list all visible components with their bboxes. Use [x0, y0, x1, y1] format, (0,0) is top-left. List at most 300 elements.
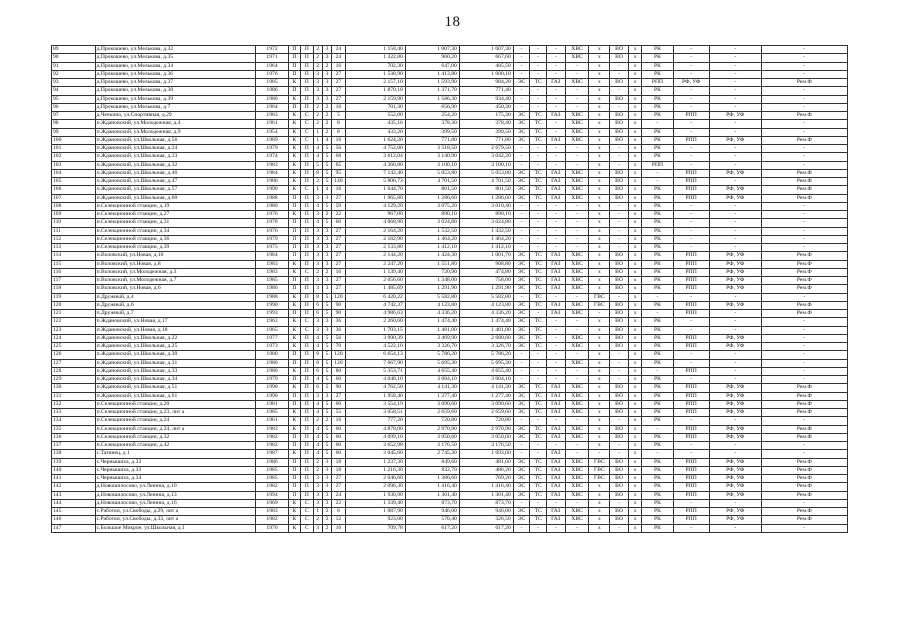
table-cell: - [546, 293, 565, 301]
table-cell: ЭС [513, 112, 530, 120]
table-cell: ЭС [513, 178, 530, 186]
address-cell: п.Селекционной станции, д.31 [95, 219, 256, 227]
table-cell: 2 247,20 [345, 260, 405, 268]
address-cell: д.Прокошево, ул.Мелькова, д.39 [95, 95, 256, 103]
table-cell: 1 538,90 [345, 70, 405, 78]
table-row [52, 252, 848, 260]
table-cell: ХВС [565, 400, 589, 408]
address-cell: п.Воловский, ул.Молодежная, д.7 [95, 277, 256, 285]
table-cell: - [530, 417, 547, 425]
address-cell: п.Селекционной станции, д.19 [95, 202, 256, 210]
table-cell: х [589, 483, 610, 491]
table-cell: 3 [322, 475, 331, 483]
table-cell: 3 518,50 [405, 145, 459, 153]
table-cell: К [288, 343, 300, 351]
table-cell: РК [642, 483, 673, 491]
table-cell: ЭС [513, 483, 530, 491]
table-cell: 2 [313, 417, 322, 425]
address-cell: п.Воловский, ул.Новая, д.10 [95, 252, 256, 260]
table-cell: РПП [673, 384, 709, 392]
table-cell: 667,60 [459, 54, 513, 62]
table-cell: х [628, 161, 641, 169]
table-cell: ВО [610, 169, 629, 177]
table-cell: 3 [322, 392, 331, 400]
table-cell: ЭС [513, 458, 530, 466]
table-cell: 801,50 [459, 186, 513, 194]
table-cell: ТС [530, 491, 547, 499]
table-cell: х [589, 87, 610, 95]
table-row [52, 244, 848, 252]
table-cell: 1980 [256, 359, 288, 367]
table-row [52, 186, 848, 194]
table-cell: 3 [313, 194, 322, 202]
table-cell: - [530, 161, 547, 169]
table-cell: РПП [673, 433, 709, 441]
table-cell: - [642, 310, 673, 318]
table-cell: ХВС [565, 136, 589, 144]
table-cell: П [288, 475, 300, 483]
table-cell: 5 [322, 450, 331, 458]
table-cell: х [589, 227, 610, 235]
table-cell: РК [642, 301, 673, 309]
table-cell: - [513, 219, 530, 227]
table-cell: ВО [610, 79, 629, 87]
table-cell: - [513, 244, 530, 252]
table-cell: 2 [322, 128, 331, 136]
table-cell: 2 [313, 112, 322, 120]
table-cell: 3 045,60 [345, 450, 405, 458]
table-cell: х [628, 384, 641, 392]
table-cell: 1982 [256, 433, 288, 441]
table-cell: 5 [322, 293, 331, 301]
table-cell: 6 [313, 301, 322, 309]
table-cell: 3 [313, 326, 322, 334]
address-cell: д.Прокошево, ул.Мелькова, д.36 [95, 70, 256, 78]
table-cell: х [628, 79, 641, 87]
table-cell: - [546, 244, 565, 252]
table-cell: 59 [332, 202, 345, 210]
table-cell: 771,40 [459, 87, 513, 95]
table-cell: 5 806,73 [345, 178, 405, 186]
table-cell: П [288, 491, 300, 499]
table-cell: РФ, УФ [709, 508, 761, 516]
address-cell: д.Прокошево, ул.Мелькова, д.37 [95, 79, 256, 87]
table-cell: РК [642, 153, 673, 161]
table-cell: П [301, 376, 313, 384]
table-cell: ВО [610, 392, 629, 400]
table-cell: 60 [332, 376, 345, 384]
table-cell: 5 [322, 351, 331, 359]
address-cell: п.Ждановский, ул.Школьная, д.33 [95, 367, 256, 375]
table-cell: х [628, 285, 641, 293]
table-cell: х [589, 508, 610, 516]
table-cell: ЭС [513, 301, 530, 309]
table-cell: - [709, 120, 761, 128]
table-cell: П [301, 359, 313, 367]
table-cell: П [301, 178, 313, 186]
table-cell: К [288, 120, 300, 128]
table-cell: ВО [610, 310, 629, 318]
table-cell: ГАЗ [546, 79, 565, 87]
table-cell: - [761, 70, 847, 78]
table-cell: х [628, 508, 641, 516]
table-cell: - [673, 376, 709, 384]
table-cell: П [288, 252, 300, 260]
table-cell: х [628, 95, 641, 103]
table-row [52, 145, 848, 153]
table-cell: 1 870,10 [345, 87, 405, 95]
table-cell: 3 [313, 499, 322, 507]
table-cell: - [530, 442, 547, 450]
table-cell: РПП [673, 260, 709, 268]
table-cell: РК [642, 219, 673, 227]
table-cell: - [565, 161, 589, 169]
table-cell: РПП [673, 425, 709, 433]
table-cell: ЭС [513, 384, 530, 392]
table-cell: РК [642, 186, 673, 194]
table-cell: РК [642, 145, 673, 153]
table-cell: - [530, 310, 547, 318]
table-row [52, 285, 848, 293]
table-cell: 1988 [256, 293, 288, 301]
table-cell: РК [642, 400, 673, 408]
table-cell: х [628, 359, 641, 367]
table-cell: 3 050,60 [405, 433, 459, 441]
table-cell: 5 [322, 310, 331, 318]
table-cell: х [589, 62, 610, 70]
table-cell: С [301, 499, 313, 507]
table-cell: ЭС [513, 318, 530, 326]
table-cell: ГАЗ [546, 491, 565, 499]
table-cell: ВО [610, 483, 629, 491]
table-cell: ВО [610, 112, 629, 120]
table-cell: Рем.Ф [761, 301, 847, 309]
table-cell: х [628, 450, 641, 458]
row-number-cell: 93 [52, 79, 96, 87]
table-cell: Рем.Ф [761, 178, 847, 186]
address-cell: п.Ждановский, ул.Школьная, д.51 [95, 384, 256, 392]
table-cell: х [589, 194, 610, 202]
table-cell: х [589, 442, 610, 450]
table-cell: - [673, 103, 709, 111]
table-cell: РК [642, 211, 673, 219]
address-cell: п.Ждановский, ул.Школьная, д.30 [95, 351, 256, 359]
table-cell: 1 087,90 [345, 508, 405, 516]
table-cell: 4 [313, 450, 322, 458]
table-cell: РПП [673, 277, 709, 285]
table-cell: - [642, 450, 673, 458]
table-cell: х [589, 211, 610, 219]
table-cell: 1961 [256, 120, 288, 128]
table-row [52, 367, 848, 375]
table-cell: - [673, 326, 709, 334]
table-cell: К [288, 450, 300, 458]
table-cell: 16 [332, 417, 345, 425]
table-cell: - [673, 95, 709, 103]
table-cell: 3 004,10 [459, 376, 513, 384]
table-cell: 2 [322, 524, 331, 532]
table-cell: П [301, 87, 313, 95]
table-cell: 175,30 [459, 112, 513, 120]
table-cell: К [288, 153, 300, 161]
table-cell: - [513, 153, 530, 161]
table-row [52, 62, 848, 70]
table-cell: 923,00 [345, 516, 405, 524]
table-cell: 1 551,80 [405, 260, 459, 268]
table-cell: - [565, 202, 589, 210]
table-cell: х [628, 128, 641, 136]
table-cell: ГВС [589, 458, 610, 466]
table-cell: С [301, 268, 313, 276]
table-cell: П [288, 359, 300, 367]
table-row [52, 87, 848, 95]
table-cell: Рем.Ф [761, 425, 847, 433]
table-cell: - [761, 293, 847, 301]
table-cell: 433,20 [345, 128, 405, 136]
table-cell: 1 416,40 [405, 483, 459, 491]
table-cell: ГАЗ [546, 409, 565, 417]
table-cell: ТС [530, 277, 547, 285]
table-cell: ГАЗ [546, 475, 565, 483]
table-cell: - [546, 499, 565, 507]
table-cell: 5 [322, 219, 331, 227]
table-cell: - [642, 425, 673, 433]
table-cell: 1980 [256, 367, 288, 375]
table-cell: П [301, 293, 313, 301]
row-number-cell: 120 [52, 301, 96, 309]
table-cell: 1990 [256, 392, 288, 400]
table-cell: ТС [530, 475, 547, 483]
table-cell: ТС [530, 483, 547, 491]
table-cell: РПП [673, 268, 709, 276]
table-cell: - [589, 310, 610, 318]
table-cell: - [565, 219, 589, 227]
table-cell: П [301, 194, 313, 202]
table-row [52, 343, 848, 351]
table-cell: 16 [332, 136, 345, 144]
address-cell: п.Дружный, д.7 [95, 310, 256, 318]
table-cell: - [761, 211, 847, 219]
table-cell: 27 [332, 252, 345, 260]
table-cell: П [301, 409, 313, 417]
address-cell: п.Селекционной станции, д.20 [95, 400, 256, 408]
table-cell: - [761, 450, 847, 458]
table-cell: 908,80 [459, 260, 513, 268]
table-cell: П [301, 169, 313, 177]
table-cell: - [761, 442, 847, 450]
table-cell: х [589, 153, 610, 161]
table-cell: 378,30 [405, 120, 459, 128]
table-cell: 16 [332, 62, 345, 70]
table-cell: 1975 [256, 244, 288, 252]
table-cell: 27 [332, 392, 345, 400]
table-cell: х [589, 112, 610, 120]
table-cell: х [589, 79, 610, 87]
table-cell: 3 050,60 [459, 433, 513, 441]
table-cell: 27 [332, 79, 345, 87]
table-cell: х [589, 244, 610, 252]
table-cell: - [709, 145, 761, 153]
table-cell: - [610, 227, 629, 235]
table-cell: х [628, 120, 641, 128]
table-cell: 1 464,20 [405, 235, 459, 243]
table-cell: Рем.Ф [761, 400, 847, 408]
table-cell: 481,60 [459, 458, 513, 466]
row-number-cell: 143 [52, 491, 96, 499]
table-cell: ВО [610, 136, 629, 144]
table-cell: РК [642, 62, 673, 70]
table-cell: ГАЗ [546, 483, 565, 491]
table-cell: - [530, 227, 547, 235]
table-cell: 1976 [256, 211, 288, 219]
table-cell: - [546, 54, 565, 62]
address-cell: п.Воловский, ул.Молодежная, д.3 [95, 268, 256, 276]
table-cell: 1964 [256, 103, 288, 111]
row-number-cell: 138 [52, 450, 96, 458]
table-cell: ТС [530, 508, 547, 516]
table-cell: - [673, 219, 709, 227]
table-cell: 1 958,40 [345, 392, 405, 400]
row-number-cell: 135 [52, 425, 96, 433]
table-cell: - [709, 62, 761, 70]
table-cell: РК [642, 87, 673, 95]
table-row [52, 524, 848, 532]
table-cell: - [565, 145, 589, 153]
table-cell: 2 [322, 268, 331, 276]
table-cell: Рем.Ф [761, 384, 847, 392]
table-cell: 702,30 [345, 62, 405, 70]
table-cell: 3 058,51 [345, 409, 405, 417]
table-cell: ГАЗ [546, 136, 565, 144]
row-number-cell: 109 [52, 211, 96, 219]
table-cell: - [761, 524, 847, 532]
table-cell: К [288, 326, 300, 334]
table-cell: Рем.Ф [761, 392, 847, 400]
table-cell: - [610, 211, 629, 219]
table-cell: П [301, 367, 313, 375]
table-cell: ГАЗ [546, 301, 565, 309]
table-cell: х [589, 425, 610, 433]
table-cell: ВО [610, 268, 629, 276]
table-cell: - [530, 235, 547, 243]
table-cell: 2 745,30 [405, 450, 459, 458]
table-cell: Рем.Ф [761, 136, 847, 144]
table-cell: ГАЗ [546, 268, 565, 276]
table-cell: К [288, 384, 300, 392]
table-cell: 1982 [256, 442, 288, 450]
address-cell: п.Ждановский, ул.Новая, д.18 [95, 326, 256, 334]
table-cell: П [301, 145, 313, 153]
table-cell: П [301, 277, 313, 285]
table-cell: 2 [322, 211, 331, 219]
table-cell: 617,20 [405, 524, 459, 532]
table-cell: ВО [610, 178, 629, 186]
table-cell: РК [642, 46, 673, 54]
address-cell: п.Селекционной станции, д.39 [95, 244, 256, 252]
table-cell: 2 056,60 [345, 277, 405, 285]
table-row [52, 425, 848, 433]
address-cell: п.Ждановский, ул.Школьная, д.47 [95, 178, 256, 186]
address-cell: с.Работки, ул.Свободы, д.29, лит а [95, 508, 256, 516]
table-cell: - [513, 367, 530, 375]
table-cell: 60 [332, 442, 345, 450]
table-cell: 27 [332, 260, 345, 268]
table-cell: х [628, 112, 641, 120]
table-cell: ГАЗ [546, 194, 565, 202]
table-row [52, 301, 848, 309]
table-cell: - [709, 153, 761, 161]
table-cell: РК [642, 359, 673, 367]
table-cell: РК [642, 227, 673, 235]
table-cell: 4 655,40 [459, 367, 513, 375]
table-cell: 1986 [256, 178, 288, 186]
table-cell: 5 [322, 301, 331, 309]
table-cell: - [513, 145, 530, 153]
table-cell: 5 786,20 [459, 351, 513, 359]
table-cell: 3 [313, 79, 322, 87]
table-cell: Рем.Ф [761, 79, 847, 87]
table-cell: ЭС [513, 136, 530, 144]
table-cell: ВО [610, 425, 629, 433]
table-cell: - [530, 145, 547, 153]
table-cell: 5 [322, 145, 331, 153]
table-row [52, 499, 848, 507]
table-cell: ХВС [565, 433, 589, 441]
table-cell: 80 [332, 367, 345, 375]
table-cell: ЭС [513, 120, 530, 128]
table-cell: - [709, 499, 761, 507]
table-cell: 3 990,39 [345, 334, 405, 342]
table-cell: - [513, 202, 530, 210]
table-cell: 3 [322, 95, 331, 103]
table-cell: ВО [610, 516, 629, 524]
table-cell: РК [642, 376, 673, 384]
table-row [52, 326, 848, 334]
table-cell: - [761, 318, 847, 326]
table-cell: РК [642, 508, 673, 516]
row-number-cell: 119 [52, 293, 96, 301]
table-cell: 3 326,70 [459, 343, 513, 351]
address-cell: д.Новошилосово, ул.Ленина, д.13 [95, 491, 256, 499]
table-cell: 60 [332, 450, 345, 458]
table-cell: х [589, 334, 610, 342]
row-number-cell: 141 [52, 475, 96, 483]
table-cell: - [513, 87, 530, 95]
table-cell: х [589, 252, 610, 260]
table-cell: 4 123,80 [405, 301, 459, 309]
table-cell: РПП [673, 400, 709, 408]
table-cell: - [530, 499, 547, 507]
table-cell: 570,40 [405, 516, 459, 524]
table-cell: Рем.Ф [761, 409, 847, 417]
table-cell: ХВС [565, 425, 589, 433]
table-cell: х [628, 260, 641, 268]
row-number-cell: 145 [52, 508, 96, 516]
table-cell: С [301, 112, 313, 120]
row-number-cell: 131 [52, 392, 96, 400]
table-cell: 22 [332, 499, 345, 507]
table-cell: РК [642, 112, 673, 120]
table-cell: 1 348,00 [405, 277, 459, 285]
table-cell: РК [642, 277, 673, 285]
table-cell: П [288, 46, 300, 54]
table-cell: - [673, 54, 709, 62]
table-cell: - [673, 128, 709, 136]
table-cell: 90 [332, 310, 345, 318]
table-row [52, 483, 848, 491]
table-cell: - [513, 54, 530, 62]
table-cell: К [288, 128, 300, 136]
